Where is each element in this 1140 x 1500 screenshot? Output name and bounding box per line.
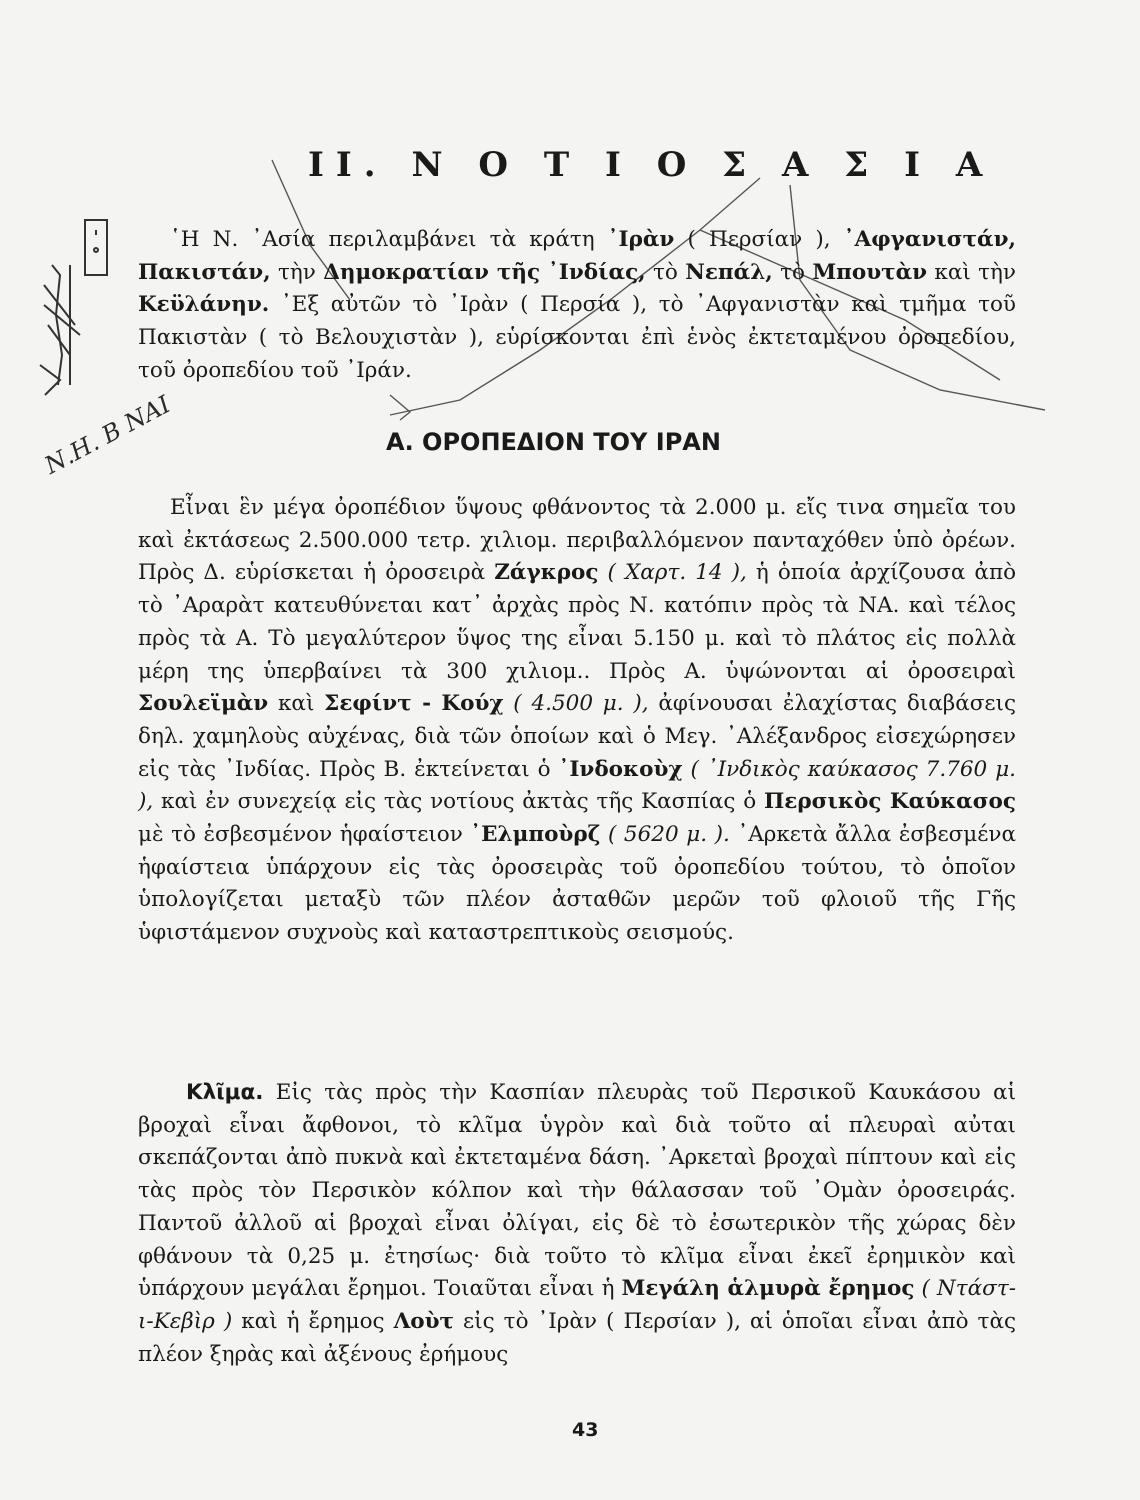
intro-paragraph: ῾Η Ν. ᾿Ασία περιλαμβάνει τὰ κράτη ᾿Ιρὰν ( Περσίαν ), ᾿Αφγανιστάν, Πακιστάν, τὴν Δημοκρατίαν τῆς ᾿Ινδίας, τὸ Νεπάλ, τὸ Μπουτὰν καὶ τὴν Κεϋλάνην. ᾿Εξ αὐτῶν τὸ ᾿Ιρὰν ( Περσία ), τὸ ᾿Αφγανιστὰν καὶ τμῆμα τοῦ Πακιστὰν ( τὸ Βελουχιστὰν ), εὑρίσκονται ἐπὶ ἑνὸς ἐκτεταμένου ὀροπεδίου, τοῦ ὀροπεδίου τοῦ ᾿Ιράν. (138, 227, 1016, 383)
plateau-paragraph: Εἶναι ἓν μέγα ὀροπέδιον ὕψους φθάνοντος τὰ 2.000 μ. εἴς τινα σημεῖα του καὶ ἐκτάσεως 2.500.000 τετρ. χιλιομ. περιβαλλόμενον πανταχόθεν ὑπὸ ὀρέων. Πρὸς Δ. εὑρίσκεται ἡ ὀροσειρὰ Ζάγκρος ( Χαρτ. 14 ), ἡ ὁποία ἀρχίζουσα ἀπὸ τὸ ᾿Αραρὰτ κατευθύνεται κατ᾿ ἀρχὰς πρὸς Ν. κατόπιν πρὸς τὰ ΝΑ. καὶ τέλος πρὸς τὰ Α. Τὸ μεγαλύτερον ὕψος της εἶναι 5.150 μ. καὶ τὸ πλάτος εἰς πολλὰ μέρη της ὑπερβαίνει τὰ 300 χιλιομ.. Πρὸς Α. ὑψώνονται αἱ ὀροσειραὶ Σουλεϊμὰν καὶ Σεφίντ - Κούχ ( 4.500 μ. ), ἀφίνουσαι ἐλαχίστας διαβάσεις δηλ. χαμηλοὺς αὐχένας, διὰ τῶν ὁποίων καὶ ὁ Μεγ. ᾿Αλέξανδρος εἰσεχώρησεν εἰς τὰς ᾿Ινδίας. Πρὸς Β. ἐκτείνεται ὁ ᾿Ινδοκοὺχ ( ᾿Ινδικὸς καύκασος 7.760 μ. ), καὶ ἐν συνεχείᾳ εἰς τὰς νοτίους ἀκτὰς τῆς Κασπίας ὁ Περσικὸς Καύκασος μὲ τὸ ἐσβεσμένον ἡφαίστειον ᾿Ελμποὺρζ ( 5620 μ. ). ᾿Αρκετὰ ἄλλα ἐσβεσμένα ἡφαίστεια ὑπάρχουν εἰς τὰς ὀροσειρὰς τοῦ ὀροπεδίου τούτου, τὸ ὁποῖον ὑπολογίζεται μεταξὺ τῶν πλέον ἀσταθῶν μερῶν τοῦ φλοιοῦ τῆς Γῆς ὑφιστάμενον συχνοὺς καὶ καταστρεπτικοὺς σεισμούς. (138, 495, 1017, 946)
climate-paragraph: Κλῖμα. Εἰς τὰς πρὸς τὴν Κασπίαν πλευρὰς τοῦ Περσικοῦ Καυκάσου αἱ βροχαὶ εἶναι ἄφθονοι, τὸ κλῖμα ὑγρὸν καὶ διὰ τοῦτο αἱ πλευραὶ αὐται σκεπάζονται ἀπὸ πυκνὰ καὶ ἐκτεταμένα δάση. ᾿Αρκεταὶ βροχαὶ πίπτουν καὶ εἰς τὰς πρὸς τὸν Περσικὸν κόλπον καὶ τὴν θάλασσαν τοῦ ᾿Ομὰν ὀροσειράς. Παντοῦ ἀλλοῦ αἱ βροχαὶ εἶναι ὀλίγαι, εἰς δὲ τὸ ἐσωτερικὸν τῆς χώρας δὲν φθάνουν τὰ 0,25 μ. ἐτησίως· διὰ τοῦτο τὸ κλῖμα εἶναι ἐκεῖ ἐρημικὸν καὶ ὑπάρχουν μεγάλαι ἔρημοι. Τοιαῦται εἶναι ἡ Μεγάλη ἁλμυρὰ ἔρημος ( Ντάστ-ι-Κεβὶρ ) καὶ ἡ ἔρημος Λοὺτ εἰς τὸ ᾿Ιρὰν ( Περσίαν ), αἱ ὁποῖαι εἶναι ἀπὸ τὰς πλέον ξηρὰς καὶ ἀξένους ἐρήμους (138, 1080, 1017, 1367)
handwritten-margin-note: Ν.Η. Β ΝΑΙ (40, 390, 175, 480)
margin-stamp-icon (30, 205, 120, 405)
section-heading: Α. ΟΡΟΠΕΔΙΟΝ ΤΟΥ ΙΡΑΝ (386, 428, 721, 456)
page-number: 43 (572, 1419, 599, 1441)
chapter-title: II. Ν Ο Τ Ι Ο Σ Α Σ Ι Α (308, 145, 995, 185)
